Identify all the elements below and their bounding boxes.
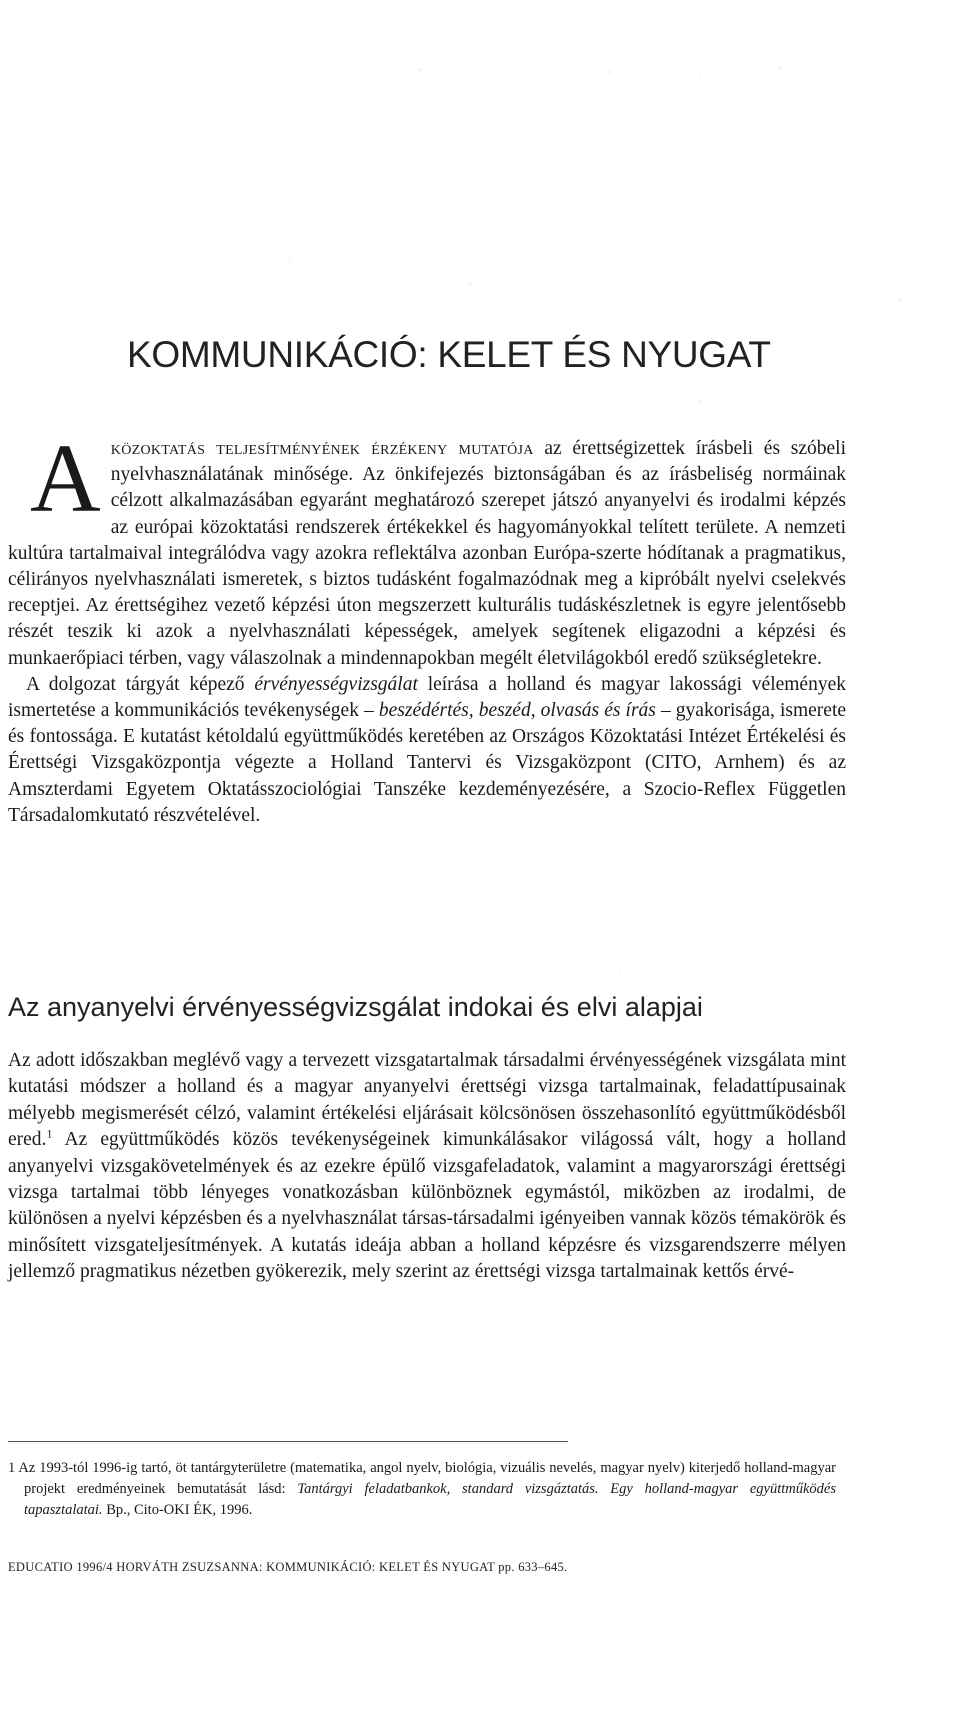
footnote-citation-title: Tantárgyi feladatbankok, standard vizsgáztatás. Egy holland-magyar együttműködés tapasztalatai. [24,1481,836,1518]
article-title: KOMMUNIKÁCIÓ: KELET ÉS NYUGAT [127,334,771,375]
paragraph-text: Az együttműködés közös tevékenységeinek kimunkálásakor világossá vált, hogy a holland anyanyelvi vizsgakövetelmények és az ezekre épülő vizsgafeladatok, valamint a magyarországi érettségi vizsga tartalmai több lényeges vonatkozásban különböznek egymástól, miközben az irodalmi, de különösen a nyelvi képzésben és a nyelvhasználat társas-társadalmi igényeiben vannak közös témakörök és minősített vizsgateljesítmények. A kutatás ideája abban a holland képzésre és vizsgarendszerre mélyen jellemző pragmatikus nézetben gyökerezik, mely szerint az érettségi vizsga tartalmainak kettős érvé- [8,1129,846,1283]
lead-in-smallcaps: közoktatás teljesítményének érzékeny mutatója [110,438,534,459]
study-description-paragraph [8,672,846,829]
footnote [8,1458,836,1521]
section-paragraph [8,1048,846,1286]
paragraph-text: A dolgozat tárgyát képező [26,673,255,695]
footnote-divider [8,1441,568,1442]
footnote-reference[interactable]: 1 [46,1126,53,1141]
running-footer: EDUCATIO 1996/4 HORVÁTH ZSUZSANNA: KOMMUNIKÁCIÓ: KELET ÉS NYUGAT pp. 633–645. [8,1560,568,1574]
paragraph-text: – gyakorisága, ismerete és fontossága. E kutatást kétoldalú együttműködés keretében az Országos Közoktatási Intézet Értékelési és Érettségi Vizsgaközpontja végezte a Holland Tantervi és Vizsgaközpont (CITO, Arnhem) és az Amszterdami Egyetem Oktatásszociológiai Tanszéke kezdeményezésére, a Szocio-Reflex Független Társadalomkutató részvételével. [8,700,847,826]
paragraph-text: Az adott időszakban meglévő vagy a tervezett vizsgatartalmak társadalmi érvényességének vizsgálata mint kutatási módszer a holland és a magyar anyanyelvi érettségi vizsga tartalmainak, feladattípusainak mélyebb megismerését célzó, valamint értékelési eljárásait kölcsönösen összehasonlító együttműködésből ered. [8,1050,846,1151]
section-heading: Az anyanyelvi érvényességvizsgálat indokai és elvi alapjai [8,992,703,1022]
intro-text: az érettségizettek írásbeli és szóbeli nyelvhasználatának minősége. Az önkifejezés biztonságában és az írásbeliség normáinak célzott alkalmazásában egyaránt meghatározó szerepet játszó anyanyelvi és irodalmi képzés az európai közoktatási rendszerek értékekkel és hagyományokkal telített területe. A nemzeti kultúra tartalmaival integrálódva vagy azokra reflektálva azonban Európa-szerte hódítanak a pragmatikus, célirányos nyelvhasználati ismeretek, s biztos tudásként fogalmazódnak meg a kipróbált nyelvi cselekvés receptjei. Az érettségihez vezető képzési úton megszerzett kulturális tudáskészletnek is egyre jelentősebb részét teszik ki azok a nyelvhasználati képességek, amelyek segítenek eligazodni a képzési és munkaerőpiaci térben, vagy válaszolnak a mindennapokban megélt életvilágokból eredő szükségletekre. [8,438,846,669]
footnote-number: 1 [8,1460,16,1476]
drop-cap: A [30,425,101,533]
emphasis-text: érvényességvizsgálat [254,673,418,695]
emphasis-text: beszédértés, beszéd, olvasás és írás [378,700,656,722]
intro-section [8,425,847,829]
footnote-text: Bp., Cito-OKI ÉK, 1996. [102,1502,253,1518]
section-body [8,1048,846,1286]
footnote-text: Az 1993-tól 1996-ig tartó, öt tantárgyterületre (matematika, angol nyelv, biológia, vizuális nevelés, magyar nyelv) kiterjedő holland-magyar projekt eredményeinek bemutatását lásd: [15,1460,836,1497]
paragraph-text: leírása a holland és magyar lakossági vélemények ismertetése a kommunikációs tevékenységek – [8,673,846,722]
intro-paragraph [8,425,846,672]
